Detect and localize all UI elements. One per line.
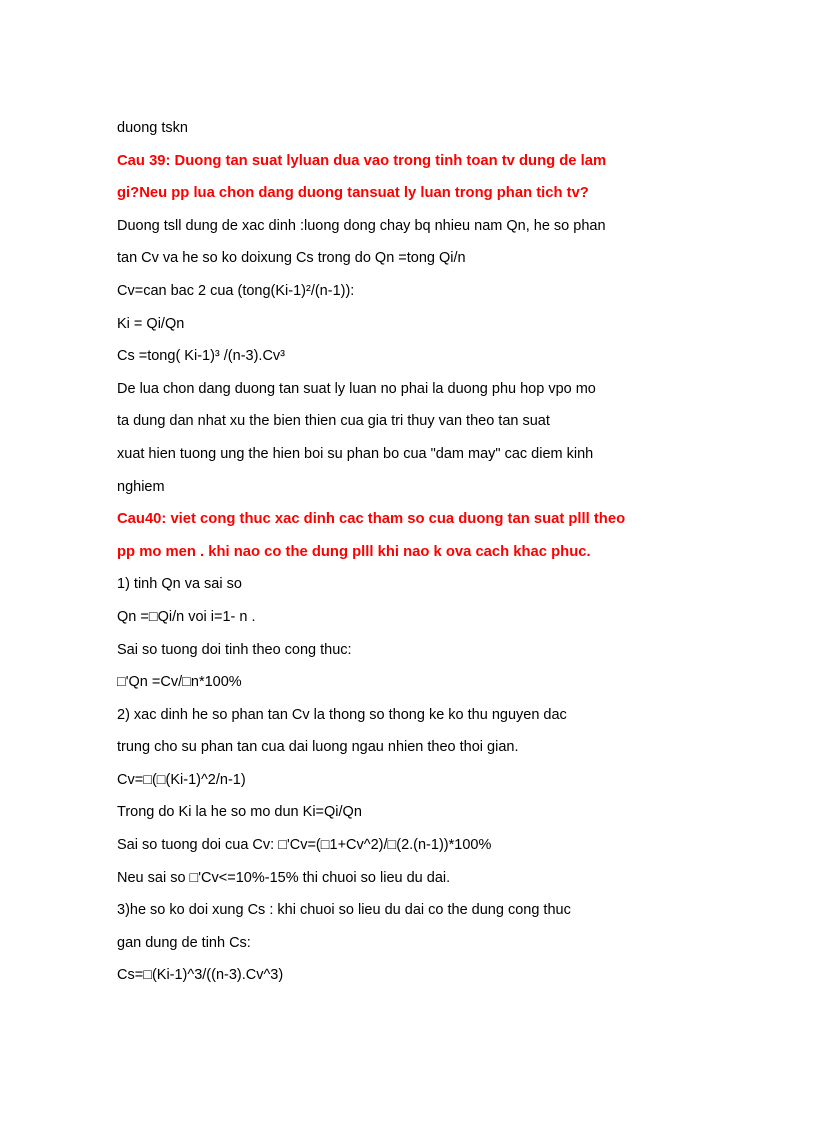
formula-line-cv-2: Cv=□(□(Ki-1)^2/n-1) (117, 771, 246, 788)
paragraph-line: tan Cv va he so ko doixung Cs trong do Qn =tong Qi/n (117, 250, 466, 267)
formula-line-cv: Cv=can bac 2 cua (tong(Ki-1)²/(n-1)): (117, 282, 355, 299)
formula-line-qn: Qn =□Qi/n voi i=1- n . (117, 608, 256, 625)
text-line-tail: duong tskn (117, 120, 188, 136)
paragraph-line: gan dung de tinh Cs: (117, 934, 251, 951)
paragraph-line: trung cho su phan tan cua dai luong ngau nhien theo thoi gian. (117, 739, 519, 756)
paragraph-line: De lua chon dang duong tan suat ly luan no phai la duong phu hop vpo mo (117, 380, 596, 397)
paragraph-line: Sai so tuong doi tinh theo cong thuc: (117, 641, 352, 658)
paragraph-line: Trong do Ki la he so mo dun Ki=Qi/Qn (117, 804, 362, 821)
formula-line-ki: Ki = Qi/Qn (117, 315, 185, 332)
question-40-heading-line-1: Cau40: viet cong thuc xac dinh cac tham so cua duong tan suat plll theo (117, 511, 626, 528)
document-page (117, 112, 717, 992)
paragraph-line: nghiem (117, 478, 165, 495)
paragraph-line: ta dung dan nhat xu the bien thien cua gia tri thuy van theo tan suat (117, 413, 550, 430)
step-2-title: 2) xac dinh he so phan tan Cv la thong so thong ke ko thu nguyen dac (117, 706, 567, 723)
paragraph-line: Neu sai so □'Cv<=10%-15% thi chuoi so lieu du dai. (117, 869, 451, 886)
question-40-heading-line-2: pp mo men . khi nao co the dung plll khi nao k ova cach khac phuc. (117, 543, 591, 560)
question-39-heading-line-1: Cau 39: Duong tan suat lyluan dua vao trong tinh toan tv dung de lam (117, 152, 607, 169)
formula-line-cv-error: Sai so tuong doi cua Cv: □'Cv=(□1+Cv^2)/□(2.(n-1))*100% (117, 837, 492, 854)
formula-line-qn-error: □'Qn =Cv/□n*100% (117, 674, 242, 691)
paragraph-line: xuat hien tuong ung the hien boi su phan bo cua "dam may" cac diem kinh (117, 445, 594, 462)
formula-line-cs: Cs =tong( Ki-1)³ /(n-3).Cv³ (117, 348, 285, 365)
step-1-title: 1) tinh Qn va sai so (117, 576, 242, 593)
question-39-heading-line-2: gi?Neu pp lua chon dang duong tansuat ly luan trong phan tich tv? (117, 185, 589, 202)
step-3-title: 3)he so ko doi xung Cs : khi chuoi so lieu du dai co the dung cong thuc (117, 902, 571, 919)
paragraph-line: Duong tsll dung de xac dinh :luong dong chay bq nhieu nam Qn, he so phan (117, 217, 606, 234)
formula-line-cs-2: Cs=□(Ki-1)^3/((n-3).Cv^3) (117, 967, 284, 984)
